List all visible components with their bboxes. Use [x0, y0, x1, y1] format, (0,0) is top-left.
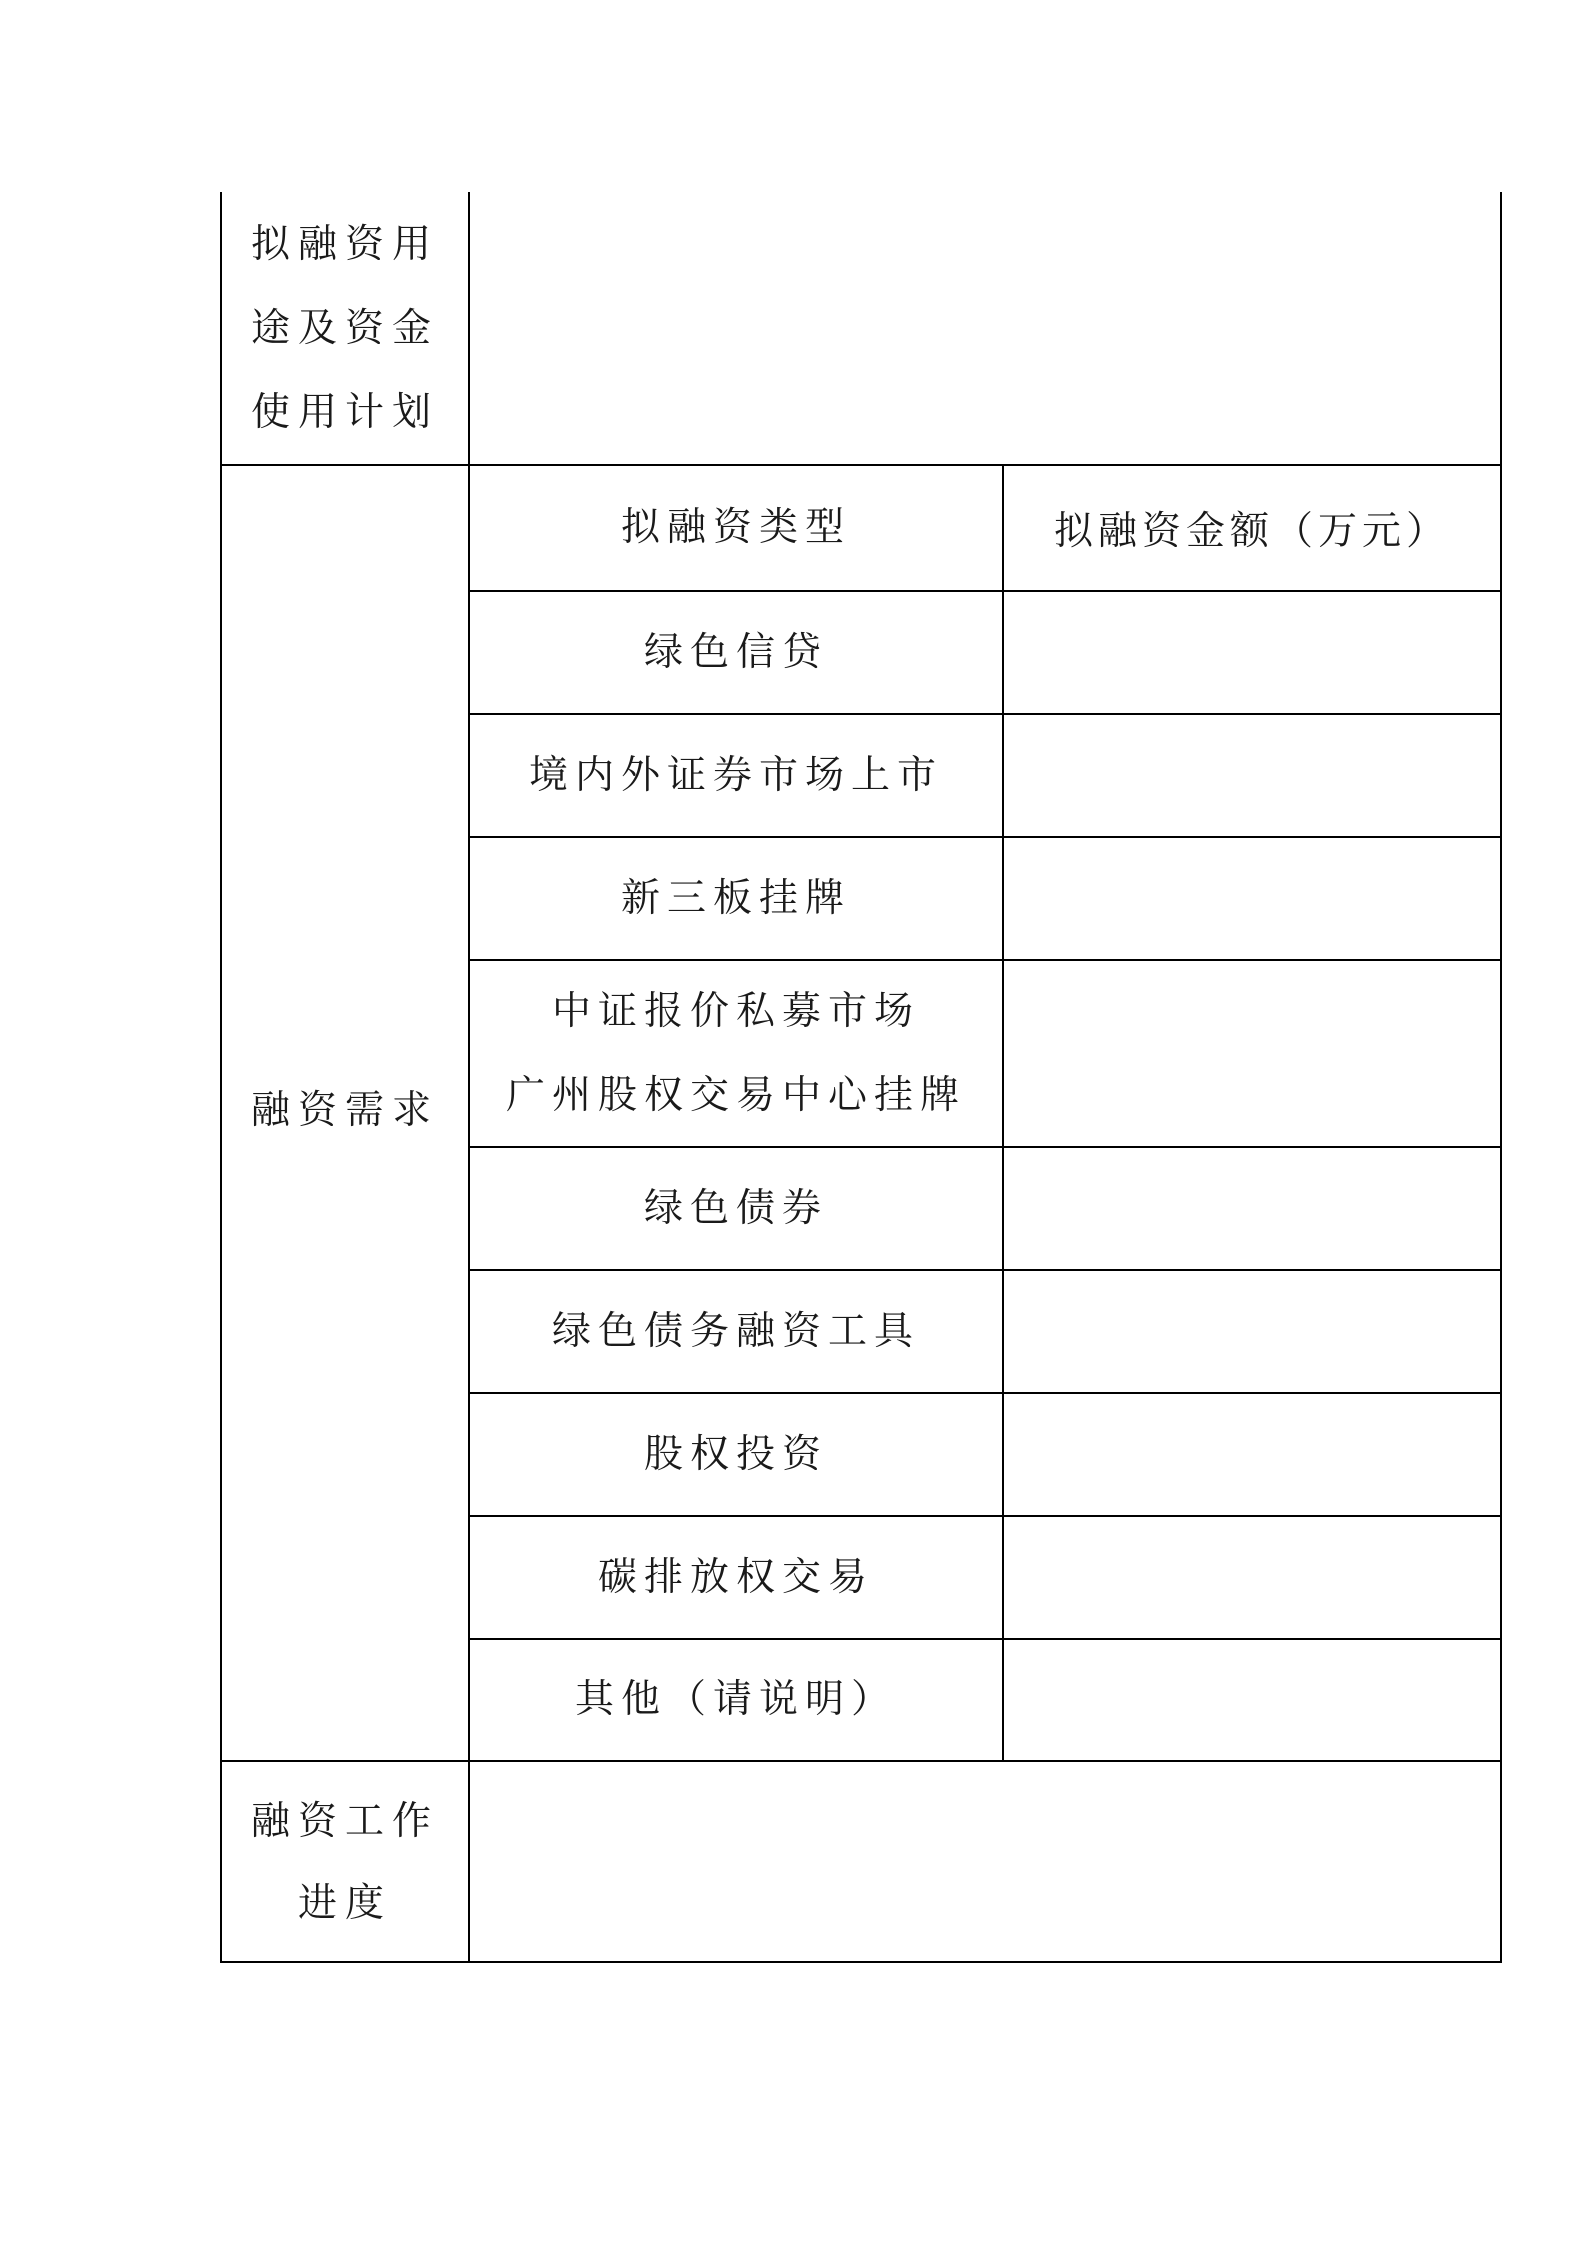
financing-type-other: 其他（请说明） — [574, 1677, 897, 1722]
financing-type-green-debt-instruments: 绿色债务融资工具 — [551, 1308, 920, 1354]
financing-type-green-bonds: 绿色债券 — [643, 1185, 828, 1231]
financing-type-equity-investment: 股权投资 — [643, 1431, 828, 1477]
amount-field-green-bonds[interactable] — [1004, 1148, 1500, 1269]
usage-label-line-3: 使用计划 — [250, 390, 439, 435]
financing-type-private-market-line-1: 中证报价私募市场 — [551, 988, 920, 1034]
table-right-border — [1500, 192, 1502, 1961]
amount-field-neeq-listing[interactable] — [1004, 838, 1500, 959]
amount-field-other[interactable] — [1004, 1640, 1500, 1760]
financing-type-private-market-line-2: 广州股权交易中心挂牌 — [505, 1072, 966, 1118]
amount-field-equity-investment[interactable] — [1004, 1394, 1500, 1515]
amount-field-green-credit[interactable] — [1004, 592, 1500, 713]
amount-field-securities-listing[interactable] — [1004, 715, 1500, 836]
header-financing-type: 拟融资类型 — [620, 505, 851, 550]
financing-needs-label: 融资需求 — [250, 1088, 439, 1133]
row-divider-financing-bottom — [220, 1760, 1502, 1762]
usage-label-line-1: 拟融资用 — [250, 222, 439, 267]
financing-type-carbon-trading: 碳排放权交易 — [597, 1554, 874, 1600]
amount-field-carbon-trading[interactable] — [1004, 1517, 1500, 1638]
usage-value-field[interactable] — [472, 194, 1498, 462]
financing-type-green-credit: 绿色信贷 — [643, 629, 828, 675]
progress-label-line-1: 融资工作 — [250, 1799, 439, 1844]
header-financing-amount: 拟融资金额（万元） — [1053, 509, 1450, 554]
progress-label-line-2: 进度 — [297, 1881, 392, 1926]
financing-type-neeq-listing: 新三板挂牌 — [620, 875, 851, 921]
amount-field-green-debt-instruments[interactable] — [1004, 1271, 1500, 1392]
financing-type-private-market — [470, 961, 1002, 1146]
financing-type-securities-listing: 境内外证券市场上市 — [528, 752, 943, 798]
amount-field-private-market[interactable] — [1004, 961, 1500, 1146]
usage-label-line-2: 途及资金 — [250, 306, 439, 351]
progress-value-field[interactable] — [472, 1764, 1498, 1959]
table-bottom-border — [220, 1961, 1502, 1963]
